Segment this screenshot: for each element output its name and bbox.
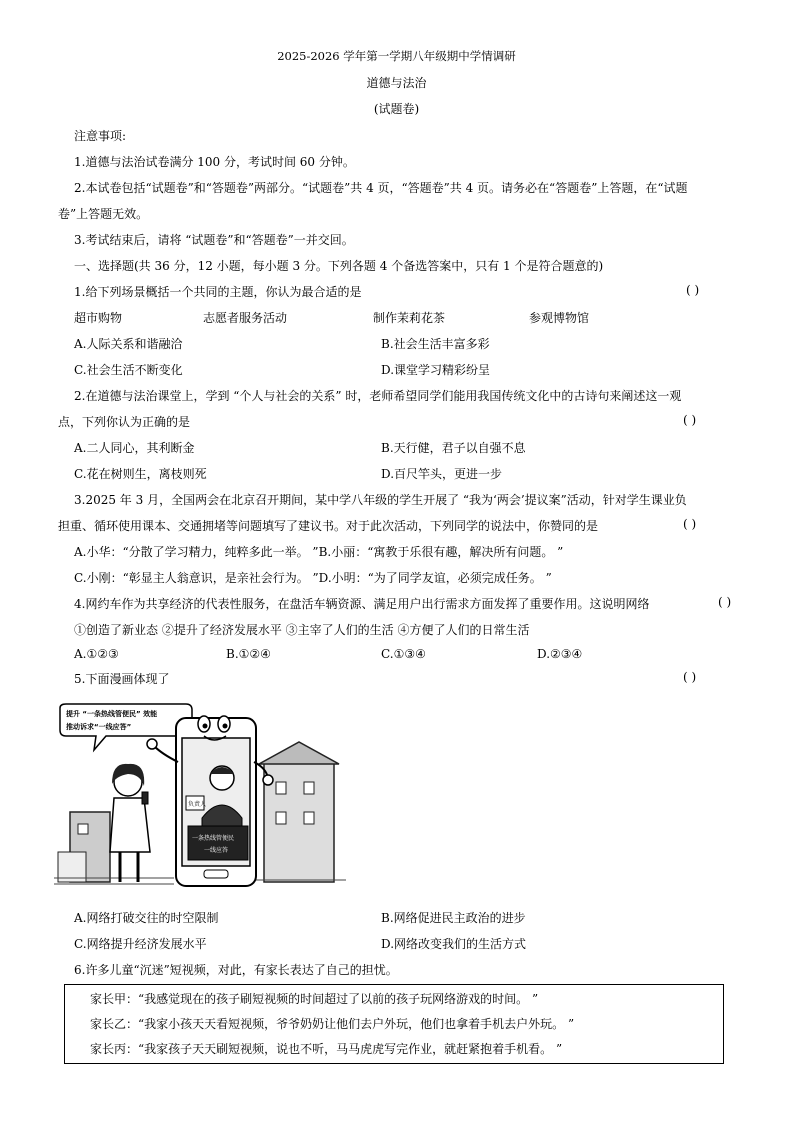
note-item: 2.本试卷包括“试题卷”和“答题卷”两部分。“试题卷”共 4 页，“答题卷”共 4 页。请务必在“答题卷”上答题，在“试题 [74, 181, 688, 195]
q1-option-a: A.人际关系和谐融洽 [74, 337, 183, 351]
paper-type: (试题卷) [373, 102, 420, 116]
note-item: 3.考试结束后，请将 “试题卷”和“答题卷”一并交回。 [74, 233, 354, 247]
q2-option-a: A.二人同心，其利断金 [74, 441, 195, 455]
answer-paren: ( ) [718, 595, 732, 609]
question-5-stem: 5.下面漫画体现了 [74, 672, 170, 686]
q4-option-a: A.①②③ [74, 647, 119, 661]
section-heading: 一、选择题(共 36 分，12 小题，每小题 3 分。下列各题 4 个备选答案中，只有 1 个是符合题意的) [74, 259, 604, 273]
cartoon-sign-text: 负责人 [188, 801, 207, 808]
answer-paren: ( ) [683, 413, 697, 427]
subject-title: 道德与法治 [366, 76, 427, 90]
q5-option-a: A.网络打破交往的时空限制 [74, 911, 219, 925]
q2-option-c: C.花在树则生，离枝则死 [74, 467, 207, 481]
q5-option-b: B.网络促进民主政治的进步 [381, 911, 526, 925]
q4-option-d: D.②③④ [537, 647, 583, 661]
parent-quote: 家长丙：“我家孩子天天刷短视频，说也不听，马马虎虎写完作业，就赶紧抱着手机看。 ” [90, 1042, 563, 1056]
parent-quote: 家长甲：“我感觉现在的孩子刷短视频的时间超过了以前的孩子玩网络游戏的时间。 ” [90, 992, 539, 1006]
q1-option-d: D.课堂学习精彩纷呈 [381, 363, 491, 377]
q2-option-d: D.百尺竿头，更进一步 [381, 467, 503, 481]
answer-paren: ( ) [686, 283, 700, 297]
note-item: 卷”上答题无效。 [58, 207, 149, 221]
q1-scene: 超市购物 [74, 311, 123, 325]
question-4-stem: 4.网约车作为共享经济的代表性服务，在盘活车辆资源、满足用户出行需求方面发挥了重要作用。这说明网络 [74, 597, 650, 611]
q5-option-c: C.网络提升经济发展水平 [74, 937, 207, 951]
q1-scene: 参观博物馆 [529, 311, 590, 325]
question-3-stem: 3.2025 年 3 月，全国两会在北京召开期间，某中学八年级的学生开展了 “我为‘两会’提议案”活动，针对学生课业负 [74, 493, 687, 507]
notes-heading: 注意事项: [74, 129, 127, 143]
q5-option-d: D.网络改变我们的生活方式 [381, 937, 527, 951]
question-2-stem-cont: 点，下列你认为正确的是 [58, 415, 191, 429]
question-6-stem: 6.许多儿童“沉迷”短视频，对此，有家长表达了自己的担忧。 [74, 963, 398, 977]
q4-statements: ①创造了新业态 ②提升了经济发展水平 ③主宰了人们的生活 ④方便了人们的日常生活 [74, 623, 530, 637]
note-item: 1.道德与法治试卷满分 100 分，考试时间 60 分钟。 [74, 155, 355, 169]
question-2-stem: 2.在道德与法治课堂上，学到 “个人与社会的关系” 时，老师希望同学们能用我国传统文化中的古诗句来阐述这一观 [74, 389, 682, 403]
q1-scene: 志愿者服务活动 [203, 311, 288, 325]
q2-option-b: B.天行健，君子以自强不息 [381, 441, 526, 455]
cartoon-banner-text: 一条热线管便民 一线应答 [192, 835, 235, 854]
q1-option-c: C.社会生活不断变化 [74, 363, 183, 377]
q3-options-cd: C.小刚：“彰显主人翁意识，是亲社会行为。 ”D.小明：“为了同学友谊，必须完成任务。 ” [74, 571, 552, 585]
question-1-stem: 1.给下列场景概括一个共同的主题，你认为最合适的是 [74, 285, 362, 299]
q1-option-b: B.社会生活丰富多彩 [381, 337, 490, 351]
q4-option-c: C.①③④ [381, 647, 426, 661]
question-3-stem-cont: 担重、循环使用课本、交通拥堵等问题填写了建议书。对于此次活动，下列同学的说法中，你赞同的是 [58, 519, 599, 533]
parent-quote: 家长乙：“我家小孩天天看短视频，爷爷奶奶让他们去户外玩，他们也拿着手机去户外玩。 ” [90, 1017, 575, 1031]
answer-paren: ( ) [683, 670, 697, 684]
cartoon-image [54, 702, 346, 890]
answer-paren: ( ) [683, 517, 697, 531]
q1-scene: 制作茉莉花茶 [373, 311, 446, 325]
q3-options-ab: A.小华：“分散了学习精力，纯粹多此一举。 ”B.小丽：“寓教于乐很有趣，解决所有问题。 ” [74, 545, 564, 559]
q4-option-b: B.①②④ [226, 647, 271, 661]
exam-title: 2025-2026 学年第一学期八年级期中学情调研 [277, 49, 516, 63]
cartoon-bubble-text: 提升 “一条热线管便民” 效能 推动诉求“一线应答” [66, 710, 158, 731]
